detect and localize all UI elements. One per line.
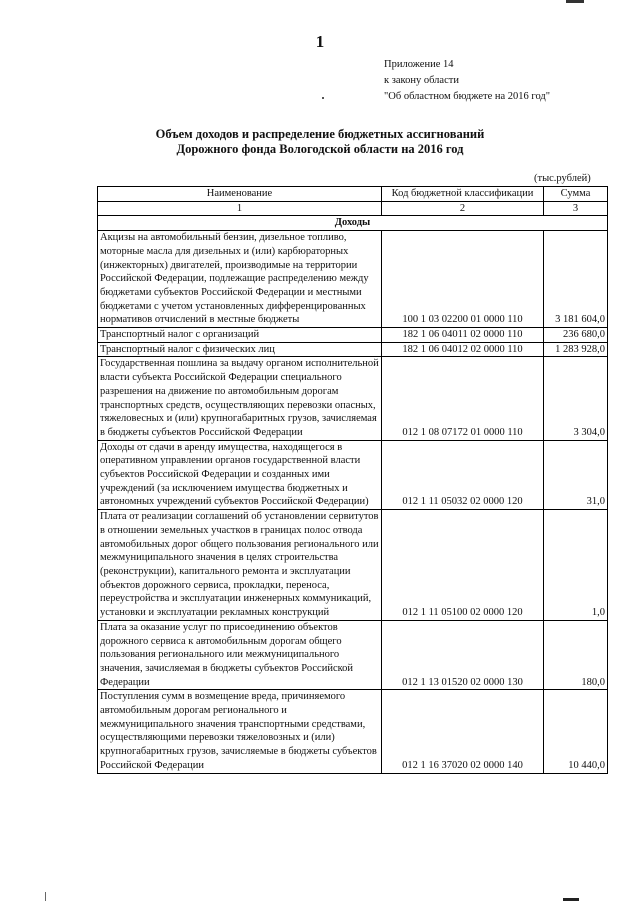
- table-row: [98, 510, 608, 621]
- table-row: [98, 620, 608, 690]
- row-code: 182 1 06 04011 02 0000 110: [382, 328, 544, 343]
- document-title-line-1: Объем доходов и распределение бюджетных ассигнований: [155, 127, 485, 141]
- section-title: Доходы: [98, 216, 608, 231]
- page-number: 1: [315, 32, 325, 51]
- scan-mark-top: [566, 0, 584, 3]
- scan-mark-bottom: [563, 898, 579, 901]
- document-title: [0, 127, 640, 157]
- row-name: Плата за оказание услуг по присоединению объектов дорожного сервиса к автомобильным дорогам общего пользования регионального или межмуниципального значения, зачисляемая в бюджеты субъектов Российской Федерации: [98, 620, 382, 690]
- budget-table: [97, 186, 608, 774]
- row-amount: 3 304,0: [544, 357, 608, 440]
- row-amount: 31,0: [544, 440, 608, 510]
- row-name: Акцизы на автомобильный бензин, дизельное топливо, моторные масла для дизельных и (или) карбюраторных (инжекторных) двигателей, производимые на территории Российской Федерации, подлежащие распределению между бюджетами субъектов Российской Федерации и местными бюджетами с учетом установленных дифференцированных нормативов отчислений в местные бюджеты: [98, 231, 382, 328]
- table-row: [98, 357, 608, 440]
- table-row: [98, 690, 608, 773]
- units-label: (тыс.рублей): [534, 173, 591, 184]
- table-row: [98, 440, 608, 510]
- row-code: 012 1 08 07172 01 0000 110: [382, 357, 544, 440]
- row-code: 012 1 11 05032 02 0000 120: [382, 440, 544, 510]
- row-code: 100 1 03 02200 01 0000 110: [382, 231, 544, 328]
- appendix-line-1: Приложение 14: [384, 59, 454, 70]
- table-row: [98, 342, 608, 357]
- row-amount: 10 440,0: [544, 690, 608, 773]
- appendix-note: [384, 57, 550, 105]
- row-amount: 236 680,0: [544, 328, 608, 343]
- row-code: 182 1 06 04012 02 0000 110: [382, 342, 544, 357]
- row-code: 012 1 13 01520 02 0000 130: [382, 620, 544, 690]
- appendix-line-2: к закону области: [384, 75, 459, 86]
- table-row: [98, 328, 608, 343]
- row-name: Государственная пошлина за выдачу органом исполнительной власти субъекта Российской Федерации специального разрешения на движение по автомобильным дорогам транспортных средств, осуществляющих перевозки опасных, тяжеловесных и (или) крупногабаритных грузов, зачисляемая в бюджеты субъектов Российской Федерации: [98, 357, 382, 440]
- row-code: 012 1 16 37020 02 0000 140: [382, 690, 544, 773]
- column-number-2: 2: [382, 201, 544, 216]
- row-name: Поступления сумм в возмещение вреда, причиняемого автомобильным дорогам регионального и межмуниципального значения транспортными средствами, осуществляющими перевозки тяжеловозных и (или) крупногабаритных грузов, зачисляемые в бюджеты субъектов Российской Федерации: [98, 690, 382, 773]
- row-code: 012 1 11 05100 02 0000 120: [382, 510, 544, 621]
- appendix-line-3: "Об областном бюджете на 2016 год": [384, 91, 551, 102]
- header-code: Код бюджетной классификации: [382, 187, 544, 202]
- header-amount: Сумма: [544, 187, 608, 202]
- column-number-3: 3: [544, 201, 608, 216]
- table-header-row: [98, 187, 608, 202]
- row-name: Транспортный налог с физических лиц: [98, 342, 382, 357]
- row-amount: 1,0: [544, 510, 608, 621]
- row-amount: 3 181 604,0: [544, 231, 608, 328]
- section-row: [98, 216, 608, 231]
- row-amount: 1 283 928,0: [544, 342, 608, 357]
- header-name: Наименование: [98, 187, 382, 202]
- row-amount: 180,0: [544, 620, 608, 690]
- column-number-1: 1: [98, 201, 382, 216]
- scan-dot: [322, 97, 324, 99]
- row-name: Плата от реализации соглашений об установлении сервитутов в отношении земельных участков в границах полос отвода автомобильных дорог общего пользования регионального или межмуниципального значения в целях строительства (реконструкции), капитального ремонта и эксплуатации объектов дорожного сервиса, прокладки, переноса, переустройства и эксплуатации инженерных коммуникаций, установки и эксплуатации рекламных конструкций: [98, 510, 382, 621]
- row-name: Транспортный налог с организаций: [98, 328, 382, 343]
- table-number-row: [98, 201, 608, 216]
- row-name: Доходы от сдачи в аренду имущества, находящегося в оперативном управлении органов государственной власти субъектов Российской Федерации и созданных ими учреждений (за исключением имущества бюджетных и автономных учреждений субъектов Российской Федерации): [98, 440, 382, 510]
- scan-mark-left: [45, 892, 46, 901]
- table-row: [98, 231, 608, 328]
- document-title-line-2: Дорожного фонда Вологодской области на 2016 год: [176, 142, 464, 156]
